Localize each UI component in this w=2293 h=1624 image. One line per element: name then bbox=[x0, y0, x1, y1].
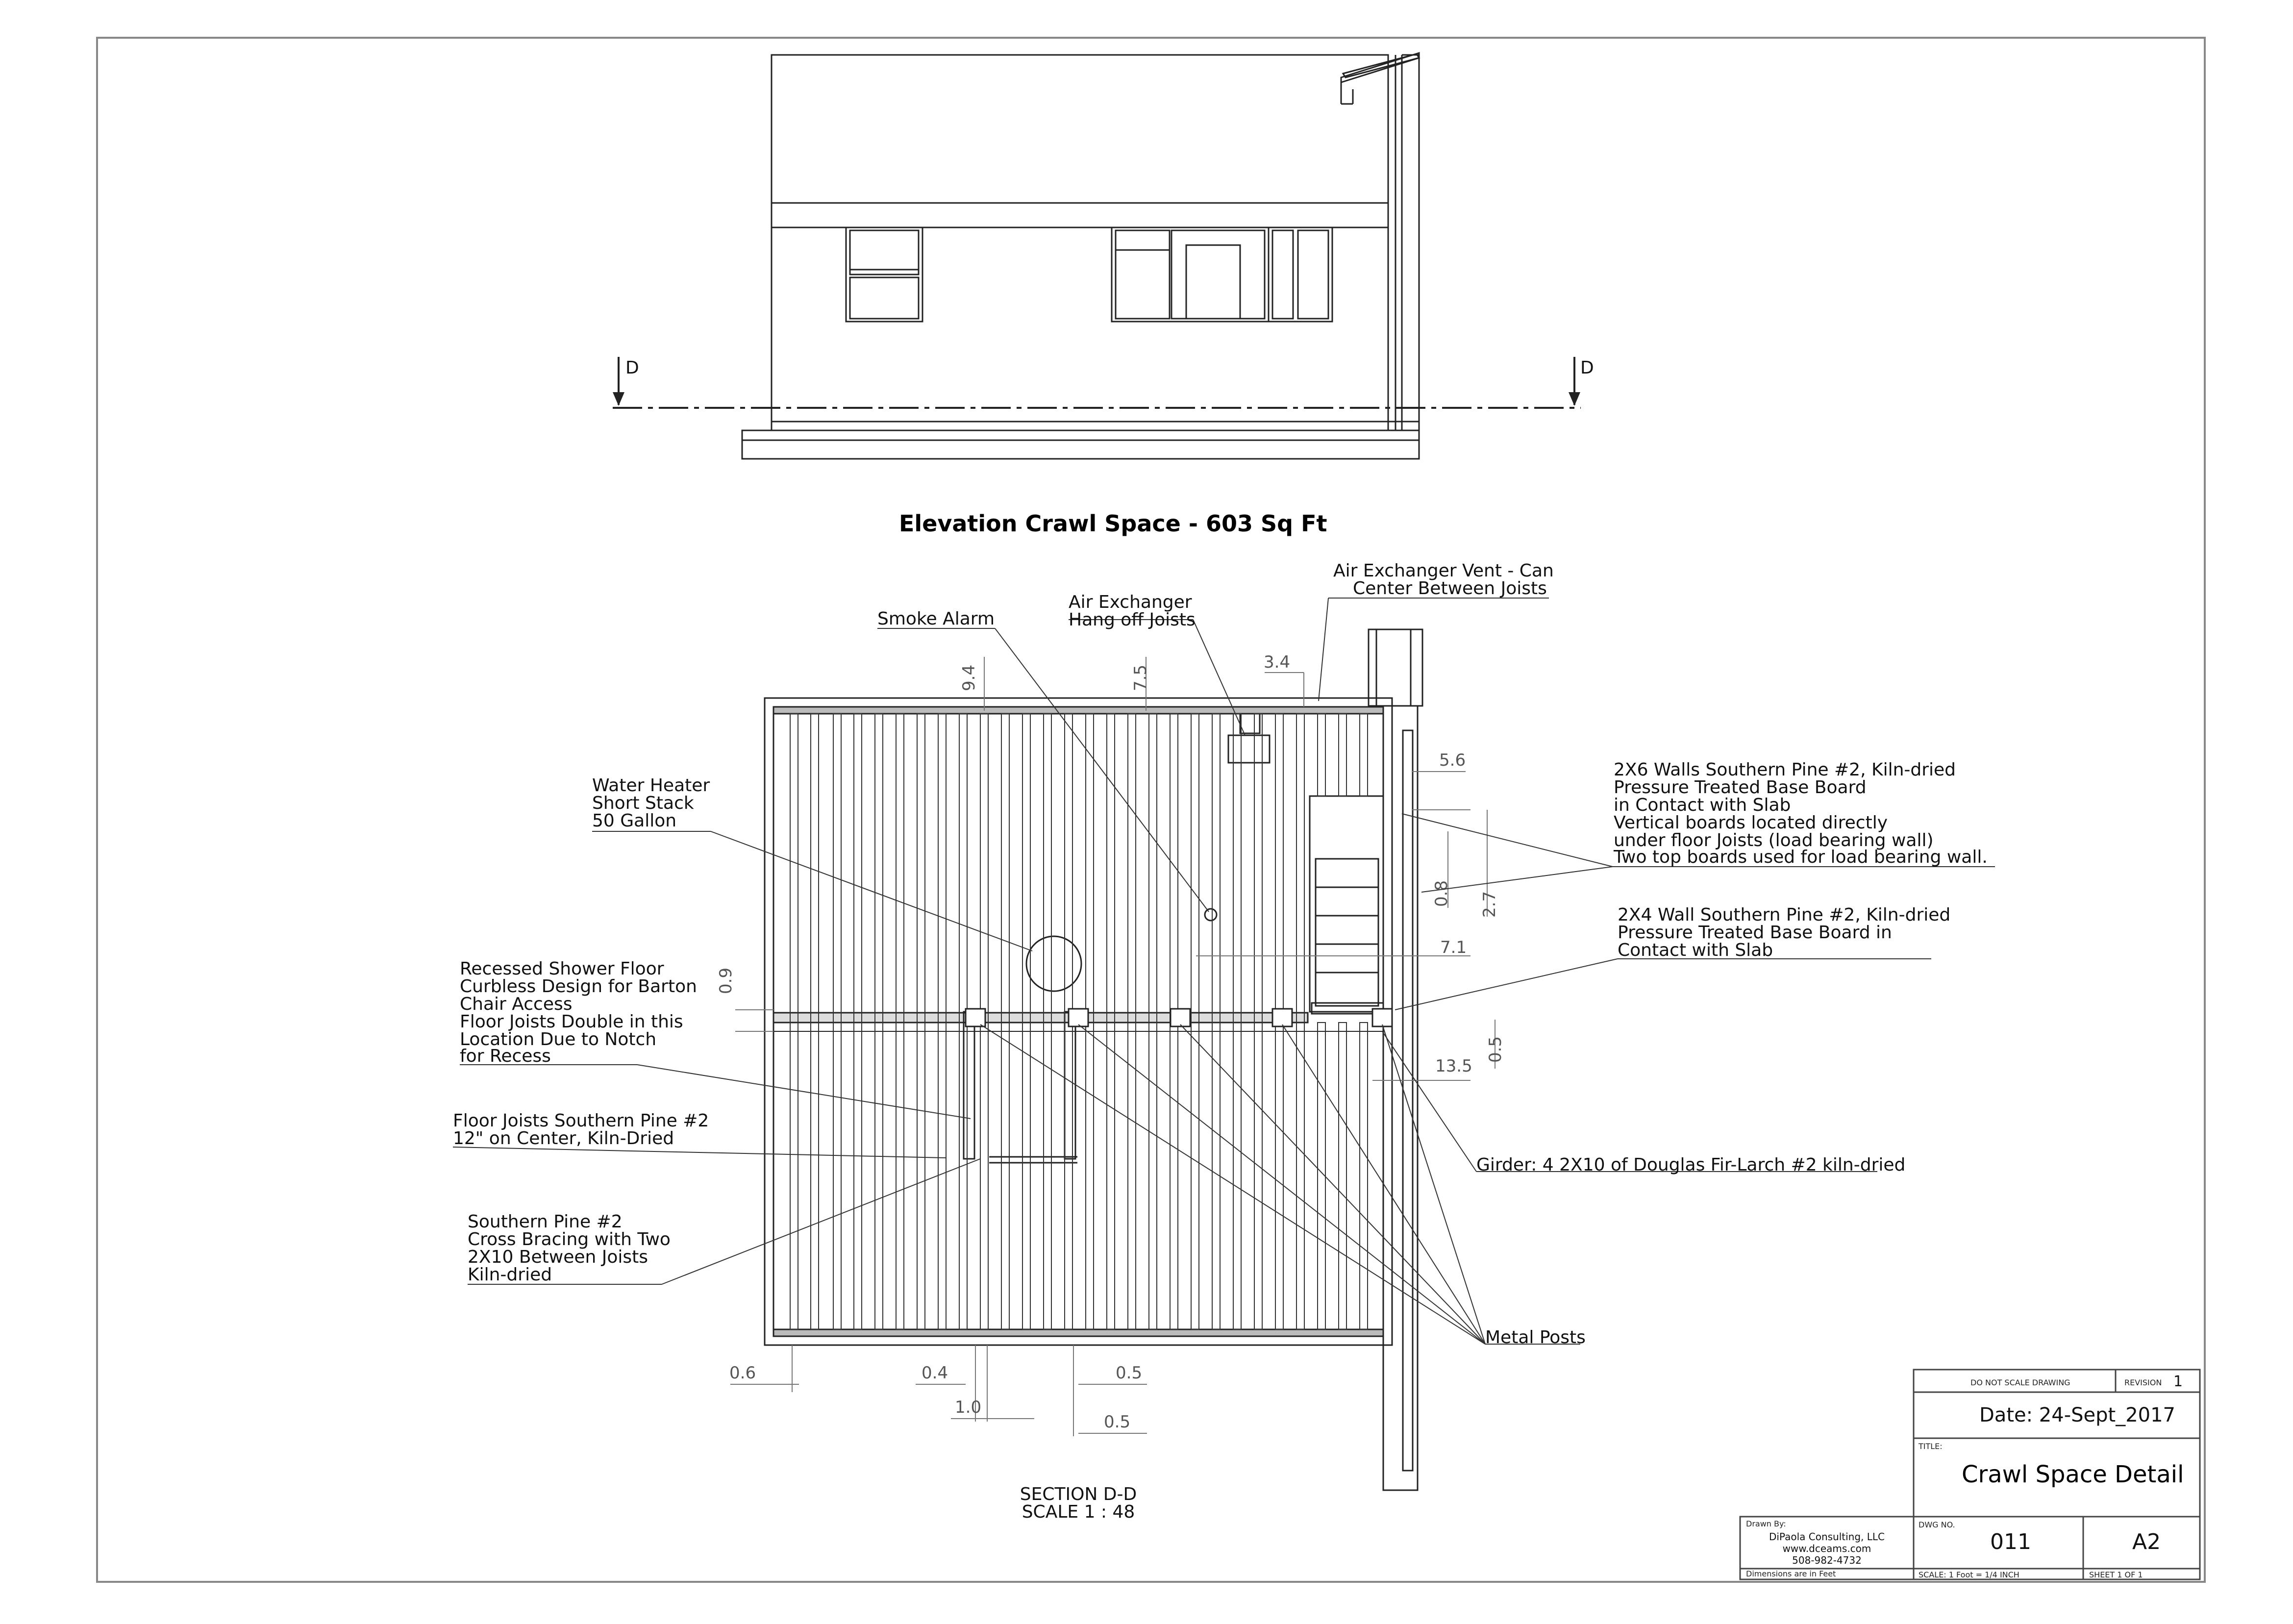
dim-5-6: 5.6 bbox=[1439, 750, 1466, 770]
svg-text:Floor Joists Double in this: Floor Joists Double in this bbox=[460, 1012, 683, 1032]
walls-2x6-label bbox=[1613, 760, 1988, 867]
section-marker-right-label: D bbox=[1580, 358, 1594, 378]
shower-floor-label bbox=[460, 959, 697, 1066]
tb-drawn-by-label: Drawn By: bbox=[1746, 1519, 1786, 1528]
tb-revision-value: 1 bbox=[2173, 1373, 2183, 1390]
sheet-border bbox=[97, 38, 2205, 1582]
dim-0-6: 0.6 bbox=[729, 1363, 756, 1383]
svg-text:Vertical boards located direct: Vertical boards located directly bbox=[1614, 813, 1888, 833]
svg-text:Kiln-dried: Kiln-dried bbox=[468, 1265, 552, 1285]
girder-label: Girder: 4 2X10 of Douglas Fir-Larch #2 kiln-dried bbox=[1476, 1155, 1906, 1175]
svg-text:Hang off Joists: Hang off Joists bbox=[1069, 610, 1196, 630]
dim-7-5: 7.5 bbox=[1131, 664, 1150, 691]
svg-text:under floor Joists (load beari: under floor Joists (load bearing wall) bbox=[1614, 830, 1934, 850]
section-marker-left bbox=[613, 357, 639, 406]
tb-revision-label: REVISION bbox=[2124, 1378, 2162, 1387]
dim-0-5-right: 0.5 bbox=[1486, 1036, 1505, 1063]
smoke-alarm-label: Smoke Alarm bbox=[877, 609, 995, 629]
metal-posts-label: Metal Posts bbox=[1485, 1327, 1586, 1348]
water-heater-label bbox=[592, 775, 710, 831]
tb-do-not-scale: DO NOT SCALE DRAWING bbox=[1970, 1378, 2070, 1387]
svg-text:Cross Bracing with Two: Cross Bracing with Two bbox=[468, 1229, 671, 1249]
elevation-title: Elevation Crawl Space - 603 Sq Ft bbox=[899, 510, 1327, 537]
dim-0-5-a: 0.5 bbox=[1116, 1363, 1143, 1383]
tb-drawn-by-phone: 508-982-4732 bbox=[1792, 1554, 1862, 1566]
wall-2x4-label bbox=[1618, 905, 1950, 960]
svg-text:in Contact with Slab: in Contact with Slab bbox=[1614, 795, 1791, 815]
elevation-view bbox=[742, 53, 1419, 459]
tb-drawn-by-company: DiPaola Consulting, LLC bbox=[1769, 1531, 1885, 1543]
tb-date: Date: 24-Sept_2017 bbox=[1979, 1404, 2175, 1426]
svg-text:Water Heater: Water Heater bbox=[592, 775, 710, 796]
tb-title-value: Crawl Space Detail bbox=[1962, 1461, 2184, 1488]
dim-0-4: 0.4 bbox=[922, 1363, 948, 1383]
svg-text:Recessed Shower Floor: Recessed Shower Floor bbox=[460, 959, 664, 979]
svg-text:50 Gallon: 50 Gallon bbox=[592, 811, 677, 831]
air-exchanger-label bbox=[1069, 592, 1196, 630]
svg-text:12" on Center, Kiln-Dried: 12" on Center, Kiln-Dried bbox=[453, 1128, 674, 1149]
dimension-lines bbox=[730, 657, 1495, 1436]
air-exchanger-vent-label bbox=[1333, 561, 1554, 599]
tb-drawn-by-website: www.dceams.com bbox=[1782, 1543, 1871, 1554]
svg-text:2X4 Wall Southern Pine #2, Kil: 2X4 Wall Southern Pine #2, Kiln-dried bbox=[1618, 905, 1951, 925]
section-scale: SCALE 1 : 48 bbox=[1022, 1502, 1135, 1522]
svg-text:Center Between Joists: Center Between Joists bbox=[1353, 578, 1547, 599]
dim-1-0: 1.0 bbox=[955, 1398, 982, 1417]
svg-text:Floor Joists Southern Pine #2: Floor Joists Southern Pine #2 bbox=[453, 1111, 709, 1131]
dim-3-4: 3.4 bbox=[1264, 652, 1291, 672]
dim-13-5: 13.5 bbox=[1435, 1056, 1472, 1076]
tb-dwg-no-label: DWG NO. bbox=[1919, 1520, 1955, 1529]
dim-0-5-b: 0.5 bbox=[1104, 1412, 1131, 1432]
svg-text:Location Due to Notch: Location Due to Notch bbox=[460, 1029, 657, 1049]
tb-sheet-size: A2 bbox=[2132, 1529, 2161, 1554]
tb-sheet-note: SHEET 1 OF 1 bbox=[2089, 1570, 2143, 1579]
svg-text:for Recess: for Recess bbox=[460, 1046, 551, 1066]
water-heater-symbol bbox=[1026, 936, 1081, 991]
section-marker-left-label: D bbox=[625, 358, 639, 378]
smoke-alarm-symbol bbox=[1205, 909, 1217, 921]
svg-text:2X6 Walls Southern Pine #2, Ki: 2X6 Walls Southern Pine #2, Kiln-dried bbox=[1614, 760, 1956, 780]
floor-joists-label bbox=[453, 1111, 709, 1149]
svg-text:Pressure Treated Base Board: Pressure Treated Base Board bbox=[1614, 777, 1867, 798]
dim-7-1: 7.1 bbox=[1440, 938, 1467, 957]
dim-9-4: 9.4 bbox=[959, 664, 979, 691]
svg-text:Chair Access: Chair Access bbox=[460, 994, 573, 1014]
dim-2-7: 2.7 bbox=[1480, 891, 1499, 918]
svg-text:Southern Pine #2: Southern Pine #2 bbox=[468, 1212, 623, 1232]
svg-text:Air Exchanger: Air Exchanger bbox=[1069, 592, 1192, 612]
dim-0-9: 0.9 bbox=[716, 967, 736, 994]
svg-text:Pressure Treated Base Board in: Pressure Treated Base Board in bbox=[1618, 923, 1892, 943]
tb-scale-note: SCALE: 1 Foot = 1/4 INCH bbox=[1919, 1570, 2019, 1579]
svg-text:Air Exchanger Vent - Can: Air Exchanger Vent - Can bbox=[1333, 561, 1554, 581]
dim-0-8: 0.8 bbox=[1432, 880, 1451, 907]
svg-text:Two top boards used for load b: Two top boards used for load bearing wall. bbox=[1614, 847, 1988, 867]
tb-dimensions-note: Dimensions are in Feet bbox=[1746, 1569, 1836, 1578]
tb-dwg-no-value: 011 bbox=[1990, 1529, 2031, 1554]
svg-text:2X10 Between Joists: 2X10 Between Joists bbox=[468, 1247, 648, 1267]
tb-title-label: TITLE: bbox=[1919, 1442, 1943, 1451]
svg-text:Contact with Slab: Contact with Slab bbox=[1618, 940, 1773, 960]
svg-text:Curbless Design for Barton: Curbless Design for Barton bbox=[460, 976, 697, 997]
cross-bracing-label bbox=[468, 1212, 671, 1285]
section-marker-right bbox=[1569, 357, 1594, 406]
svg-text:Short Stack: Short Stack bbox=[592, 793, 694, 813]
section-title: SECTION D-D bbox=[1020, 1484, 1137, 1504]
